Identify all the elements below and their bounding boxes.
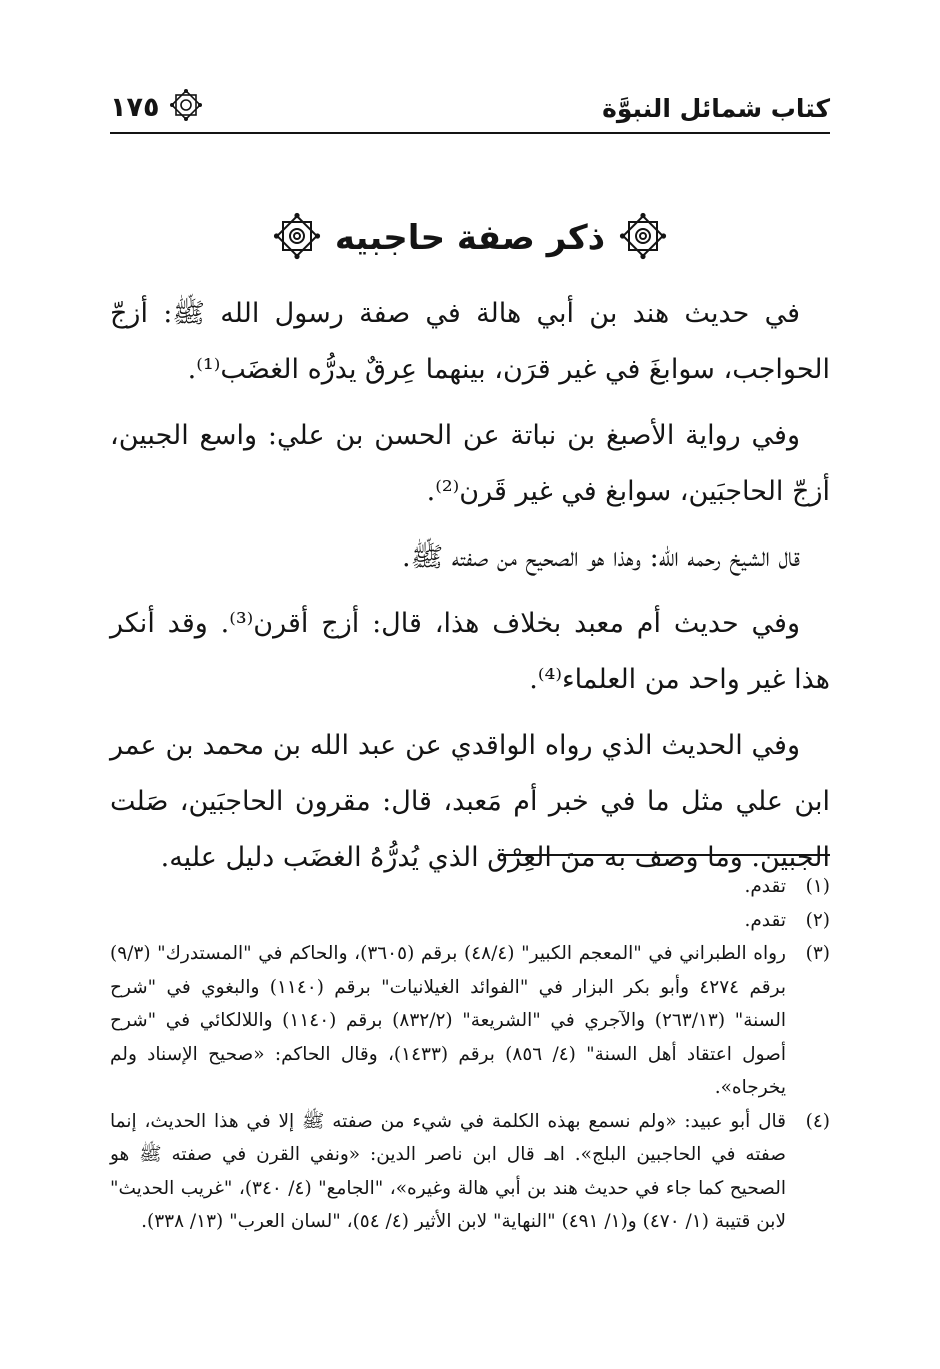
- footnote-text: تقدم.: [744, 909, 786, 931]
- paragraph: وفي الحديث الذي رواه الواقدي عن عبد الله بن محمد بن عمر ابن علي مثل ما في خبر أم مَعبد، قال: مقرون الحاجبَين، صَلت الجبين. وما وصف به منَ العِرْق الذي يُدرُّهُ الغضَب دليل عليه.: [110, 730, 830, 873]
- footnote-text: تقدم.: [744, 876, 786, 897]
- page-number-group: [110, 88, 203, 126]
- footnote: [110, 937, 830, 1105]
- running-header: [110, 84, 830, 134]
- footnote: [110, 1105, 830, 1239]
- footnote-number: (٢): [805, 909, 830, 931]
- paragraph: قال الشيخ رحمه الله: وهذا هو الصحيح من صفته ﷺ.: [402, 542, 800, 573]
- paragraph: في حديث هند بن أبي هالة في صفة رسول الله ﷺ: أزجّ الحواجب، سوابغَ في غير قرَن، بينهما عِرقٌ يدرُّه الغضَب⁽¹⁾.: [110, 298, 830, 385]
- footnote-separator: [500, 854, 830, 856]
- star-ornament-icon: [619, 212, 667, 264]
- chapter-heading: [0, 198, 940, 278]
- star-ornament-icon: [169, 88, 203, 126]
- footnote-text: قال أبو عبيد: «ولم نسمع بهذه الكلمة في شيء من صفته ﷺ إلا في هذا الحديث، إنما صفته في الحاجبين البلج». اهـ قال ابن ناصر الدين: «ونفي القرن في صفته ﷺ هو الصحيح كما جاء في حديث هند بن أبي هالة وغيره»، "الجامع" (٤/ ٣٤٠)، "غريب الحديث" لابن قتيبة (١/ ٤٧٠) و(١/ ٤٩١) "النهاية" لابن الأثير (٤/ ٥٤)، "لسان العرب" (١٣/ ٣٣٨).: [110, 1110, 786, 1232]
- footnote-number: (٤): [805, 1110, 830, 1132]
- footnotes: [110, 870, 830, 1239]
- book-title: كتاب شمائل النبوَّة: [602, 94, 830, 123]
- star-ornament-icon: [273, 212, 321, 264]
- page-number: ١٧٥: [110, 91, 160, 123]
- footnote: [110, 904, 830, 938]
- main-text: [110, 286, 830, 896]
- footnote-number: (١): [805, 876, 830, 897]
- footnote-number: (٣): [805, 943, 830, 964]
- chapter-title: ذكر صفة حاجبيه: [334, 218, 606, 258]
- paragraph: وفي رواية الأصبغ بن نباتة عن الحسن بن علي: واسع الجبين، أزجّ الحاجبَين، سوابغ في غير قَرن⁽²⁾.: [110, 420, 830, 507]
- footnote: [110, 870, 830, 904]
- paragraph: وفي حديث أم معبد بخلاف هذا، قال: أزج أقرن⁽³⁾. وقد أنكر هذا غير واحد من العلماء⁽⁴⁾.: [110, 608, 830, 695]
- footnote-text: رواه الطبراني في "المعجم الكبير" (٤٨/٤) برقم (٣٦٠٥)، والحاكم في "المستدرك" (٩/٣) برقم ٤٢٧٤ وأبو بكر البزار في "الفوائد الغيلانيات" برقم (١١٤٠) والبغوي في "شرح السنة" (٢٦٣/١٣) والآجري في "الشريعة" (٨٣٢/٢) برقم (١١٤٠) واللالكائي في "شرح أصول اعتقاد أهل السنة" (٤/ ٨٥٦) برقم (١٤٣٣)، وقال الحاكم: «صحيح الإسناد ولم يخرجاه».: [110, 943, 787, 1098]
